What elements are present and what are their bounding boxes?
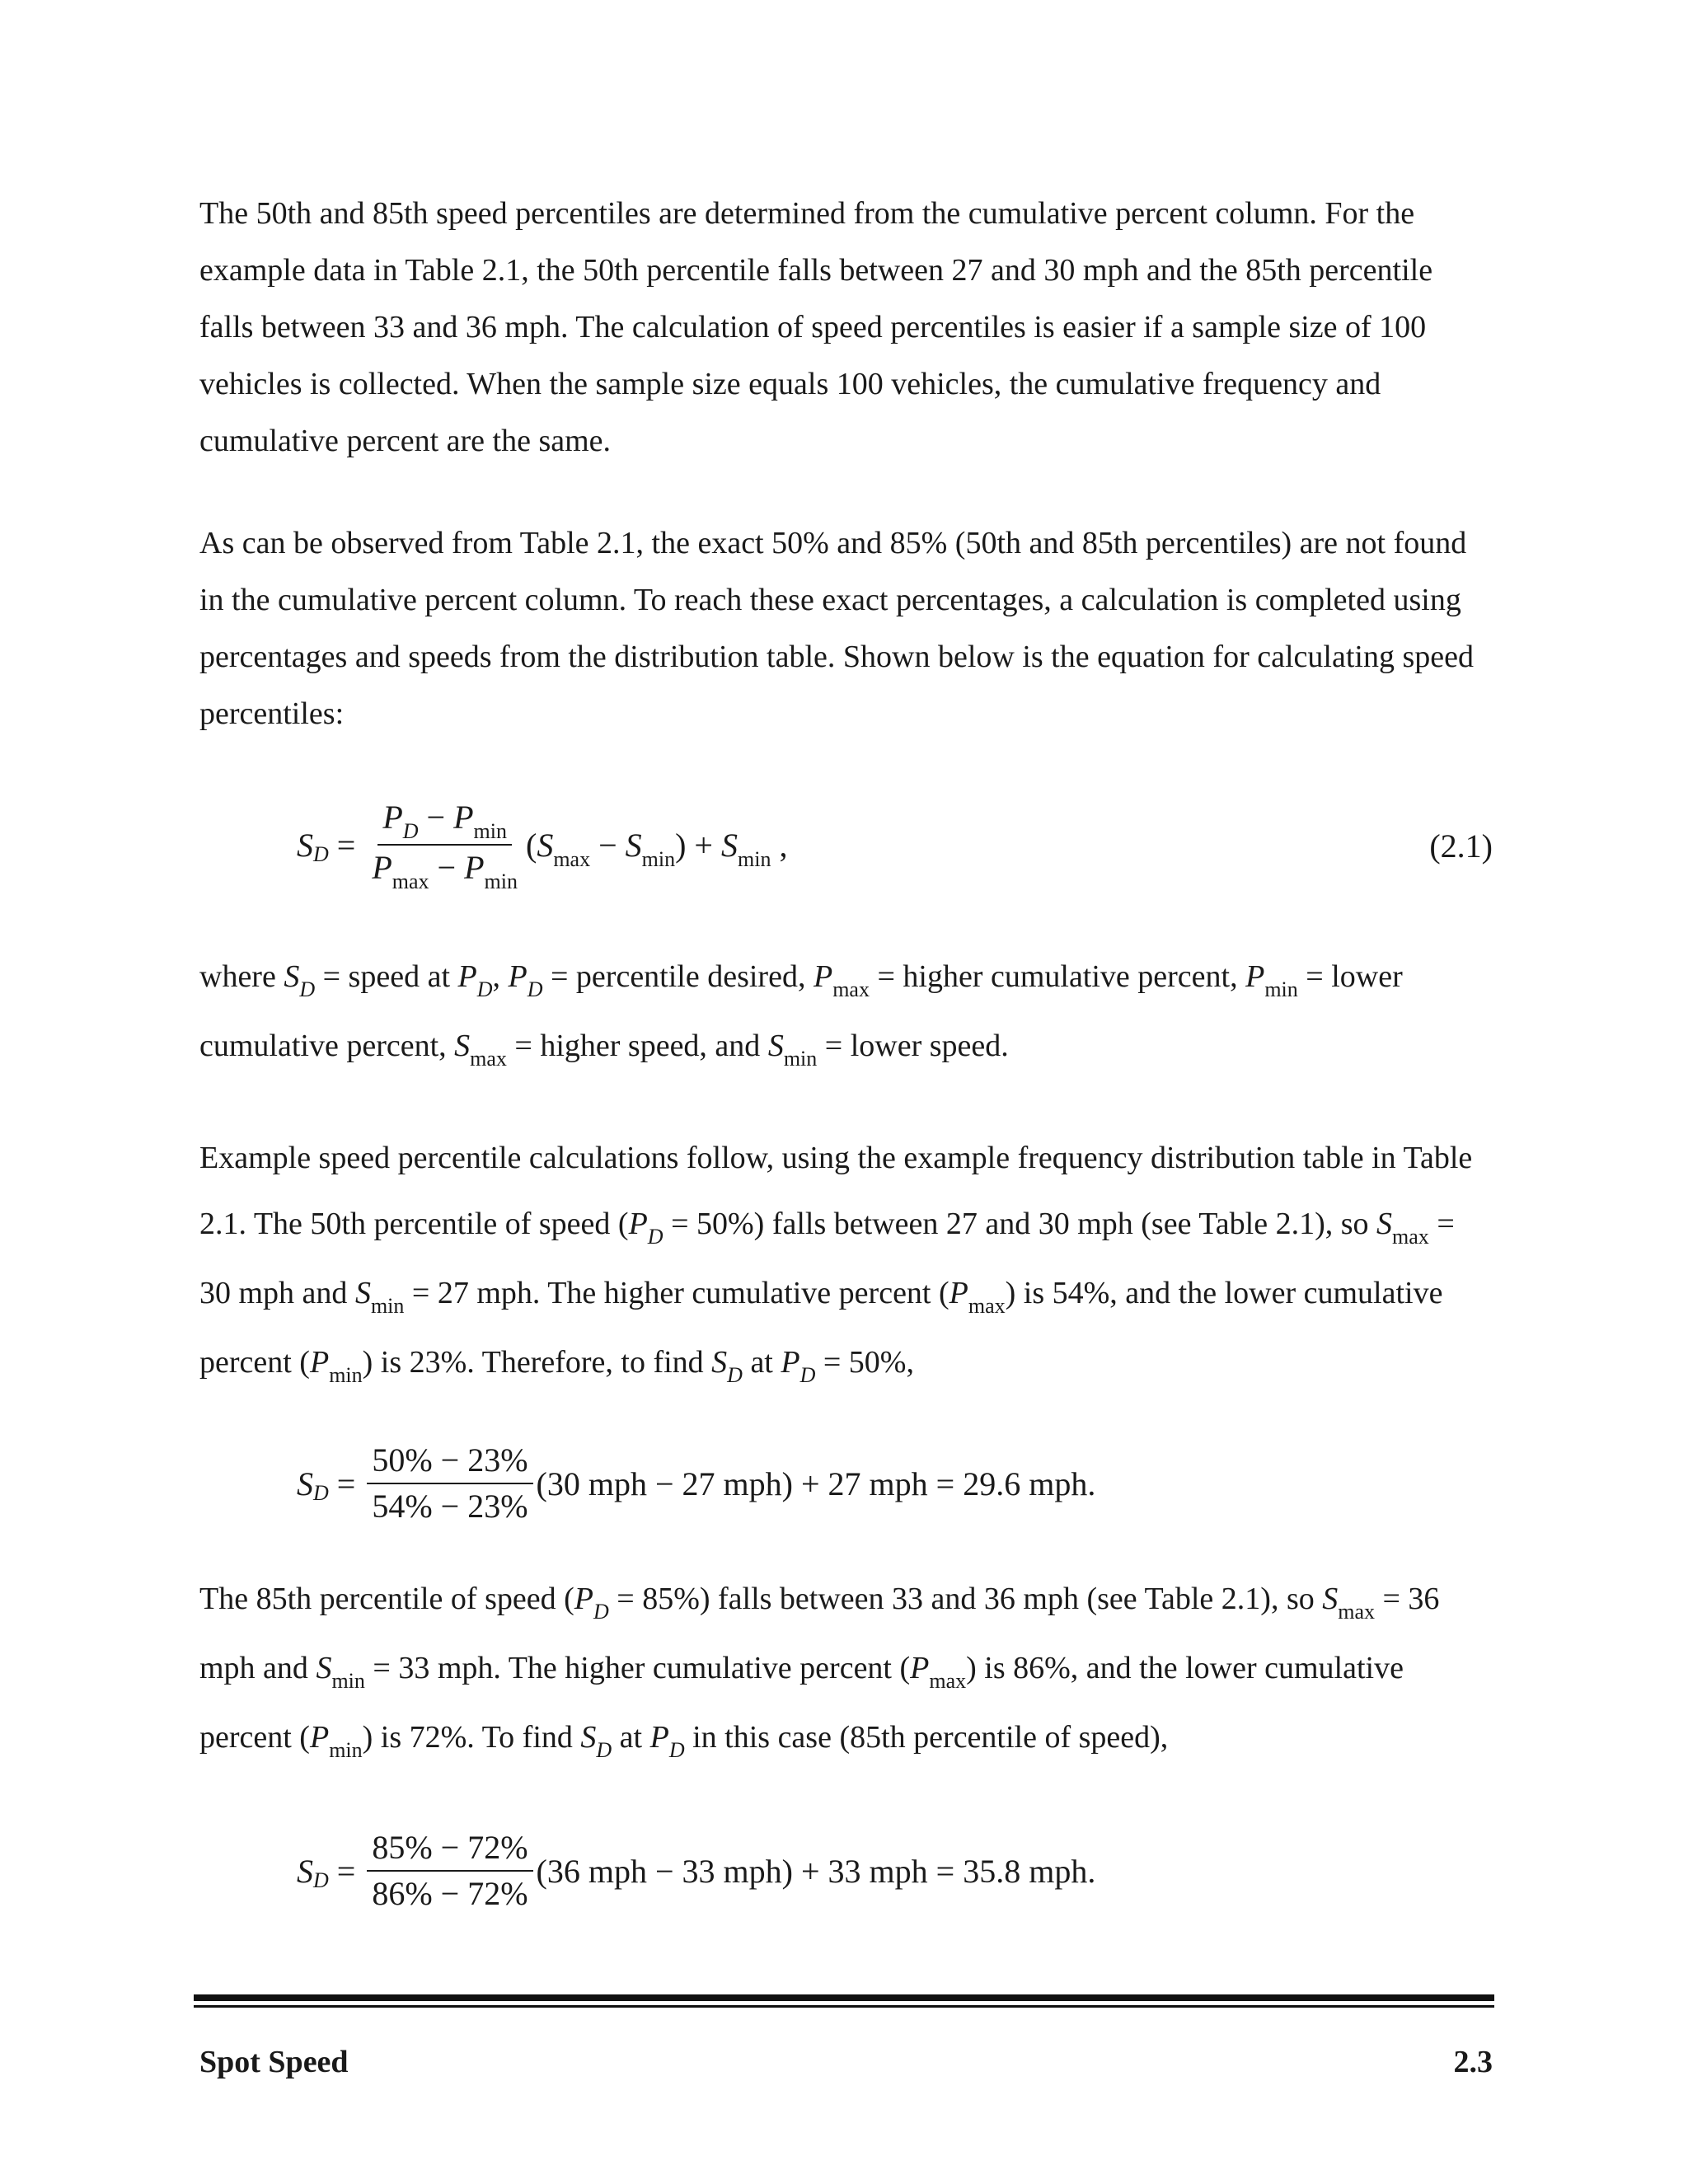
footer-rule-thin: [194, 2005, 1494, 2008]
equation-2-1: S D = $\frac{P_D - P_{min}}{P_{max} - P_{min}}$ $(S_{max} - S_{min}) + S_{min}$ ,: [297, 799, 788, 893]
equation-fraction: $\frac{P_D - P_{min}}{P_{max} - P_{min}}$: [372, 799, 518, 893]
footer-page-number: 2.3: [1453, 2045, 1493, 2079]
paragraph-example-50th: Example speed percentile calculations follow, using the example frequency distribution table in Table 2.1. The 50th percentile of speed $(P_D = 50\%)$ falls between 27 and 30 mph (see Table 2.1), so $S_{max} = 30$ mph and $S_{min} = 27$ mph. The higher cumulative percent $(P_{max})$ is 54%, and the lower cumulative percent $(P_{min})$ is 23%. Therefore, to find $S_D$ at $P_D = 50\%$,: [199, 1141, 1473, 1387]
calculation-fraction: $\frac{85\% - 72\%}{86\% - 72\%}$: [367, 1829, 532, 1913]
calculation-fraction: $\frac{50\% - 23\%}{54\% - 23\%}$: [367, 1441, 532, 1526]
paragraph-calculation-intro: As can be observed from Table 2.1, the exact 50% and 85% (50th and 85th percentiles) are not found in the cumulative percent column. To reach these exact percentages, a calculation is completed using percentages and speeds from the distribution table. Shown below is the equation for calculating speed percentiles:: [199, 526, 1474, 731]
calculation-85th-percentile: S D = $\frac{85\% - 72\%}{86\% - 72\%}$ (36 mph − 33 mph) + 33 mph = 35.8 mph.: [297, 1829, 1096, 1912]
paragraph-percentile-intro: The 50th and 85th speed percentiles are determined from the cumulative percent column. For the example data in Table 2.1, the 50th percentile falls between 27 and 30 mph and the 85th percentile falls between 33 and 36 mph. The calculation of speed percentiles is easier if a sample size of 100 vehicles is collected. When the sample size equals 100 vehicles, the cumulative frequency and cumulative percent are the same.: [199, 196, 1433, 458]
paragraph-variable-definitions: where $S_D$ = speed at $P_D$, $P_D$ = percentile desired, $P_{max}$ = higher cumulative percent, $P_{min}$ = lower cumulative percent, $S_{max}$ = higher speed, and $S_{min}$ = lower speed.: [199, 959, 1403, 1071]
footer-chapter-title: Spot Speed: [199, 2045, 349, 2079]
footer-rule: [194, 1994, 1494, 2001]
paragraph-example-85th: The 85th percentile of speed $(P_D = 85\%)$ falls between 33 and 36 mph (see Table 2.1), so $S_{max} = 36$ mph and $S_{min} = 33$ mph. The higher cumulative percent $(P_{max})$ is 86%, and the lower cumulative percent $(P_{min})$ is 72%. To find $S_D$ at $P_D$ in this case (85th percentile of speed),: [199, 1582, 1440, 1762]
equation-number: (2.1): [1429, 827, 1493, 865]
calculation-50th-percentile: S D = $\frac{50\% - 23\%}{54\% - 23\%}$ (30 mph − 27 mph) + 27 mph = 29.6 mph.: [297, 1441, 1096, 1525]
